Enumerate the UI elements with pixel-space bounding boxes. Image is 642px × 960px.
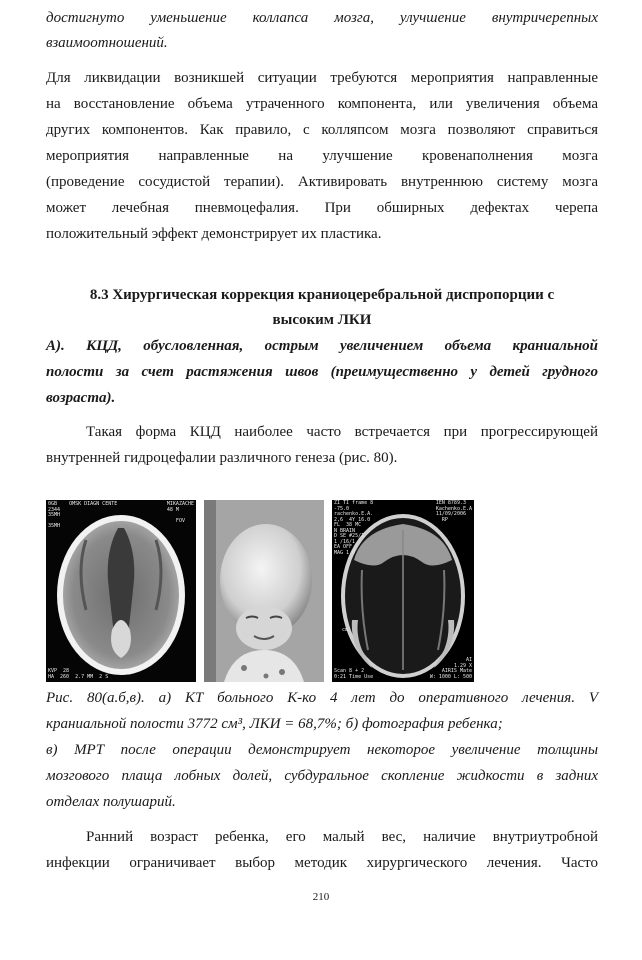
figure-caption-line: в) МРТ после операции демонстрирует некоторое увеличение толщины [46, 742, 598, 758]
paragraph-line: может лечебная пневмоцефалия. При обширных дефектах черепа [46, 200, 598, 216]
paragraph-line: мероприятия направленные на улучшение кровенаполнения мозга [46, 148, 598, 164]
subsection-heading-line: полости за счет растяжения швов (преимущественно у детей грудного [46, 364, 598, 380]
paragraph-line: Для ликвидации возникшей ситуации требуются мероприятия направленные [46, 70, 598, 86]
ct-scan-image [46, 500, 196, 682]
child-photo-drawing [204, 500, 324, 682]
mri-image [332, 500, 474, 682]
section-heading: 8.3 Хирургическая коррекция краниоцеребральной диспропорции с [89, 287, 555, 303]
mri-overlay-mid: cm [342, 627, 349, 633]
ct-overlay-left: 0GB OMSK DIAGN CENTE 2344 35MH 35MH [48, 501, 118, 529]
ct-overlay-bottom: KVP 28 HA 260 2.7 MM 2 S [48, 668, 109, 680]
subsection-heading-line: возраста). [46, 390, 116, 406]
page-number: 210 [312, 891, 330, 903]
mri-overlay-left: ZI TI frame 8 -75.0 rachenko.E.A. 2,6 4Y 16.0 FL 38 MC N BRAIN D SE #25/1 1 /16/1 EA OFF MAG 1.0 [334, 500, 374, 556]
paragraph-line: Ранний возраст ребенка, его малый вес, наличие внутриутробной [86, 829, 598, 845]
continued-italic-line: взаимоотношений. [46, 35, 168, 51]
mri-overlay-bottom-right: AI 1.29 X AIRIS Mate W: 1000 L: 500 [429, 657, 472, 680]
mri-overlay-right: IEN 8789.3 Kachenko.E.A 11/09/2006 RP [435, 500, 472, 523]
section-heading: высоким ЛКИ [272, 312, 372, 328]
figure-caption-line: краниальной полости 3772 см³, ЛКИ = 68,7%; б) фотография ребенка; [46, 716, 503, 732]
paragraph-line: на восстановление объема утраченного компонента, или увеличения объема [46, 96, 598, 112]
mri-overlay-bottom-left: Scan 8 + 2 0:21 Time Use [334, 668, 374, 680]
paragraph-line: Такая форма КЦД наиболее часто встречается при прогрессирующей [86, 424, 598, 440]
ct-overlay-right: MIKAZACHE 48 M FOV [166, 501, 194, 524]
paragraph-line: инфекции ограничивает выбор методик хирургического лечения. Часто [46, 855, 598, 871]
figure-caption-line: отделах полушарий. [46, 794, 176, 810]
subsection-heading-line: А). КЦД, обусловленная, острым увеличением объема краниальной [46, 338, 598, 354]
paragraph-line: (проведение сосудистой терапии). Активировать внутреннюю систему мозга [46, 174, 598, 190]
paragraph-line: положительный эффект демонстрирует их пластика. [46, 226, 382, 242]
continued-italic-line: достигнуто уменьшение коллапса мозга, улучшение внутричерепных [46, 10, 598, 26]
figure-caption-line: мозгового плаща лобных долей, субдуральное скопление жидкости в задних [46, 768, 598, 784]
child-photo [204, 500, 324, 682]
paragraph-line: внутренней гидроцефалии различного генеза (рис. 80). [46, 450, 398, 466]
paragraph-line: других компонентов. Как правило, с колляпсом мозга позволяют справиться [46, 122, 598, 138]
figure-caption-line: Рис. 80(а.б,в). а) КТ больного К-ко 4 лет до оперативного лечения. V [46, 690, 598, 706]
